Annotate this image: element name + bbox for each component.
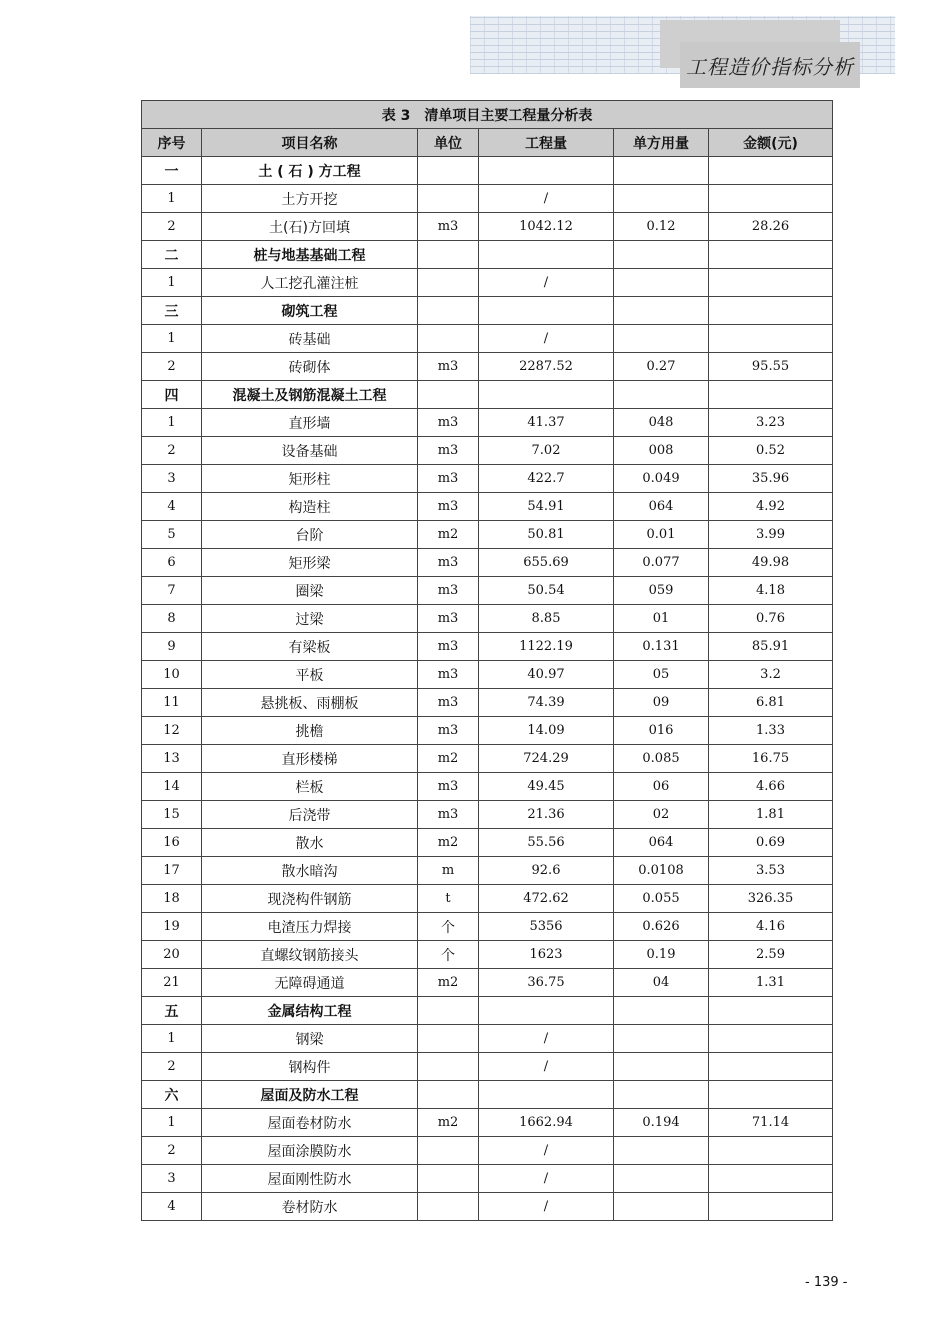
cell-quantity: [479, 157, 614, 185]
cell-amount: 1.81: [709, 801, 833, 829]
cell-no: 2: [142, 1053, 202, 1081]
cell-unit: m3: [418, 493, 479, 521]
section-row: [142, 241, 833, 269]
cell-unit: m3: [418, 773, 479, 801]
cell-no: 10: [142, 661, 202, 689]
cell-no: 2: [142, 1137, 202, 1165]
cell-name: 屋面卷材防水: [202, 1109, 418, 1137]
cell-quantity: 41.37: [479, 409, 614, 437]
cell-unit: [418, 1053, 479, 1081]
table-row: [142, 1109, 833, 1137]
cell-unit: [418, 1137, 479, 1165]
cell-usage: 059: [614, 577, 709, 605]
cell-usage: 0.055: [614, 885, 709, 913]
cell-name: 砖基础: [202, 325, 418, 353]
cell-amount: 71.14: [709, 1109, 833, 1137]
cell-unit: m3: [418, 465, 479, 493]
cell-no: 2: [142, 213, 202, 241]
cell-amount: 3.99: [709, 521, 833, 549]
cell-amount: 0.69: [709, 829, 833, 857]
table-row: [142, 969, 833, 997]
table-row: [142, 549, 833, 577]
cell-name: 有梁板: [202, 633, 418, 661]
table-row: [142, 493, 833, 521]
table-row: [142, 269, 833, 297]
cell-quantity: /: [479, 1165, 614, 1193]
cell-unit: m3: [418, 437, 479, 465]
cell-unit: [418, 185, 479, 213]
cell-unit: m3: [418, 717, 479, 745]
cell-quantity: 92.6: [479, 857, 614, 885]
cell-quantity: 2287.52: [479, 353, 614, 381]
cell-name: 构造柱: [202, 493, 418, 521]
cell-amount: 4.92: [709, 493, 833, 521]
cell-name: 砖砌体: [202, 353, 418, 381]
cell-amount: 49.98: [709, 549, 833, 577]
cell-quantity: 1122.19: [479, 633, 614, 661]
cell-amount: [709, 325, 833, 353]
table-row: [142, 1137, 833, 1165]
cell-unit: m2: [418, 829, 479, 857]
cell-usage: [614, 241, 709, 269]
cell-usage: [614, 297, 709, 325]
table-row: [142, 521, 833, 549]
cell-unit: [418, 325, 479, 353]
cell-name: 人工挖孔灌注桩: [202, 269, 418, 297]
cell-quantity: 8.85: [479, 605, 614, 633]
cell-amount: 16.75: [709, 745, 833, 773]
cell-amount: 35.96: [709, 465, 833, 493]
table-row: [142, 605, 833, 633]
cell-name: 台阶: [202, 521, 418, 549]
cell-no: 11: [142, 689, 202, 717]
cell-name: 钢梁: [202, 1025, 418, 1053]
cell-quantity: 7.02: [479, 437, 614, 465]
cell-no: 一: [142, 157, 202, 185]
cell-name: 悬挑板、雨棚板: [202, 689, 418, 717]
cell-no: 9: [142, 633, 202, 661]
cell-amount: [709, 185, 833, 213]
cell-quantity: 422.7: [479, 465, 614, 493]
cell-quantity: 21.36: [479, 801, 614, 829]
cell-quantity: /: [479, 269, 614, 297]
cell-quantity: [479, 297, 614, 325]
cell-name: 混凝土及钢筋混凝土工程: [202, 381, 418, 409]
cell-usage: 0.131: [614, 633, 709, 661]
cell-unit: m2: [418, 1109, 479, 1137]
cell-quantity: 50.81: [479, 521, 614, 549]
table-row: [142, 801, 833, 829]
cell-unit: m3: [418, 353, 479, 381]
cell-usage: 0.0108: [614, 857, 709, 885]
cell-no: 4: [142, 1193, 202, 1221]
cell-no: 1: [142, 325, 202, 353]
cell-amount: [709, 241, 833, 269]
cell-quantity: 1623: [479, 941, 614, 969]
table-row: [142, 773, 833, 801]
cell-quantity: /: [479, 325, 614, 353]
cell-name: 直螺纹钢筋接头: [202, 941, 418, 969]
cell-name: 栏板: [202, 773, 418, 801]
table-row: [142, 1053, 833, 1081]
table-row: [142, 409, 833, 437]
cell-amount: 0.76: [709, 605, 833, 633]
column-header-quantity: 工程量: [479, 129, 614, 157]
cell-unit: m3: [418, 577, 479, 605]
cell-amount: 95.55: [709, 353, 833, 381]
cell-usage: [614, 325, 709, 353]
column-header-amount: 金额(元): [709, 129, 833, 157]
cell-no: 三: [142, 297, 202, 325]
cell-no: 1: [142, 1109, 202, 1137]
cell-unit: m3: [418, 549, 479, 577]
cell-quantity: 74.39: [479, 689, 614, 717]
cell-quantity: 1662.94: [479, 1109, 614, 1137]
cell-no: 1: [142, 409, 202, 437]
cell-no: 六: [142, 1081, 202, 1109]
cell-unit: m3: [418, 689, 479, 717]
table-row: [142, 465, 833, 493]
cell-unit: [418, 241, 479, 269]
table-header-row: [142, 129, 833, 157]
cell-usage: 0.194: [614, 1109, 709, 1137]
cell-unit: 个: [418, 941, 479, 969]
cell-unit: m3: [418, 409, 479, 437]
cell-usage: [614, 1025, 709, 1053]
cell-unit: m: [418, 857, 479, 885]
cell-no: 5: [142, 521, 202, 549]
cell-unit: t: [418, 885, 479, 913]
cell-usage: 02: [614, 801, 709, 829]
cell-unit: [418, 1193, 479, 1221]
cell-usage: 0.19: [614, 941, 709, 969]
cell-usage: 04: [614, 969, 709, 997]
cell-quantity: 49.45: [479, 773, 614, 801]
table-row: [142, 1193, 833, 1221]
cell-unit: m3: [418, 801, 479, 829]
cell-amount: 326.35: [709, 885, 833, 913]
cell-amount: [709, 1081, 833, 1109]
cell-quantity: 40.97: [479, 661, 614, 689]
cell-unit: [418, 1165, 479, 1193]
cell-no: 21: [142, 969, 202, 997]
cell-amount: 3.23: [709, 409, 833, 437]
cell-amount: 4.66: [709, 773, 833, 801]
cell-no: 2: [142, 353, 202, 381]
cell-usage: 0.12: [614, 213, 709, 241]
cell-name: 散水暗沟: [202, 857, 418, 885]
table-row: [142, 353, 833, 381]
cell-amount: 4.16: [709, 913, 833, 941]
cell-quantity: 1042.12: [479, 213, 614, 241]
cell-unit: [418, 269, 479, 297]
cell-quantity: [479, 241, 614, 269]
cell-name: 直形楼梯: [202, 745, 418, 773]
table-row: [142, 941, 833, 969]
cell-name: 砌筑工程: [202, 297, 418, 325]
cell-no: 18: [142, 885, 202, 913]
cell-unit: [418, 157, 479, 185]
cell-amount: [709, 381, 833, 409]
cell-name: 挑檐: [202, 717, 418, 745]
cell-amount: 6.81: [709, 689, 833, 717]
table-row: [142, 1025, 833, 1053]
cell-unit: m2: [418, 969, 479, 997]
cell-unit: m2: [418, 521, 479, 549]
cell-name: 卷材防水: [202, 1193, 418, 1221]
cell-no: 6: [142, 549, 202, 577]
table-row: [142, 689, 833, 717]
cell-name: 散水: [202, 829, 418, 857]
section-row: [142, 1081, 833, 1109]
cell-no: 8: [142, 605, 202, 633]
page-number: - 139 -: [805, 1275, 848, 1290]
cell-name: 后浇带: [202, 801, 418, 829]
cell-name: 桩与地基基础工程: [202, 241, 418, 269]
cell-usage: 0.01: [614, 521, 709, 549]
table-row: [142, 633, 833, 661]
cell-quantity: 54.91: [479, 493, 614, 521]
cell-usage: 008: [614, 437, 709, 465]
cell-no: 四: [142, 381, 202, 409]
cell-amount: 3.53: [709, 857, 833, 885]
cell-unit: [418, 381, 479, 409]
cell-quantity: /: [479, 1053, 614, 1081]
section-row: [142, 297, 833, 325]
cell-amount: 1.31: [709, 969, 833, 997]
cell-name: 屋面涂膜防水: [202, 1137, 418, 1165]
cell-name: 矩形梁: [202, 549, 418, 577]
cell-usage: [614, 157, 709, 185]
cell-name: 直形墙: [202, 409, 418, 437]
table-row: [142, 577, 833, 605]
cell-no: 19: [142, 913, 202, 941]
cell-name: 过梁: [202, 605, 418, 633]
column-header-unit: 单位: [418, 129, 479, 157]
cell-amount: 3.2: [709, 661, 833, 689]
cell-amount: [709, 1193, 833, 1221]
cell-usage: [614, 1081, 709, 1109]
cell-usage: 09: [614, 689, 709, 717]
quantity-analysis-table: [141, 100, 833, 1221]
cell-quantity: 724.29: [479, 745, 614, 773]
cell-unit: m3: [418, 213, 479, 241]
cell-unit: [418, 1025, 479, 1053]
table-row: [142, 829, 833, 857]
section-row: [142, 997, 833, 1025]
cell-no: 1: [142, 1025, 202, 1053]
cell-quantity: 655.69: [479, 549, 614, 577]
section-row: [142, 381, 833, 409]
cell-amount: 2.59: [709, 941, 833, 969]
cell-name: 土方开挖: [202, 185, 418, 213]
cell-usage: [614, 381, 709, 409]
column-header-usage: 单方用量: [614, 129, 709, 157]
cell-amount: [709, 1053, 833, 1081]
cell-usage: 0.626: [614, 913, 709, 941]
table-row: [142, 857, 833, 885]
cell-no: 20: [142, 941, 202, 969]
cell-unit: [418, 297, 479, 325]
cell-unit: m3: [418, 633, 479, 661]
cell-amount: [709, 1137, 833, 1165]
cell-name: 平板: [202, 661, 418, 689]
cell-name: 金属结构工程: [202, 997, 418, 1025]
table-row: [142, 325, 833, 353]
cell-quantity: 36.75: [479, 969, 614, 997]
cell-name: 屋面刚性防水: [202, 1165, 418, 1193]
cell-usage: 0.085: [614, 745, 709, 773]
cell-quantity: /: [479, 1193, 614, 1221]
cell-quantity: 55.56: [479, 829, 614, 857]
cell-no: 3: [142, 1165, 202, 1193]
cell-quantity: 472.62: [479, 885, 614, 913]
cell-usage: 0.049: [614, 465, 709, 493]
cell-name: 土 ( 石 ) 方工程: [202, 157, 418, 185]
cell-usage: 064: [614, 493, 709, 521]
cell-usage: 0.27: [614, 353, 709, 381]
cell-unit: 个: [418, 913, 479, 941]
table-row: [142, 913, 833, 941]
cell-no: 12: [142, 717, 202, 745]
cell-unit: m3: [418, 661, 479, 689]
cell-no: 17: [142, 857, 202, 885]
cell-usage: 048: [614, 409, 709, 437]
cell-quantity: [479, 381, 614, 409]
cell-no: 1: [142, 269, 202, 297]
table-row: [142, 437, 833, 465]
cell-usage: [614, 1193, 709, 1221]
cell-quantity: /: [479, 185, 614, 213]
cell-amount: [709, 1025, 833, 1053]
cell-name: 现浇构件钢筋: [202, 885, 418, 913]
cell-amount: 0.52: [709, 437, 833, 465]
cell-no: 二: [142, 241, 202, 269]
cell-no: 五: [142, 997, 202, 1025]
table-row: [142, 717, 833, 745]
cell-no: 1: [142, 185, 202, 213]
table-row: [142, 661, 833, 689]
cell-name: 圈梁: [202, 577, 418, 605]
cell-usage: [614, 1165, 709, 1193]
cell-usage: 016: [614, 717, 709, 745]
cell-quantity: /: [479, 1137, 614, 1165]
cell-usage: 064: [614, 829, 709, 857]
table-row: [142, 185, 833, 213]
cell-amount: 28.26: [709, 213, 833, 241]
cell-no: 15: [142, 801, 202, 829]
cell-name: 电渣压力焊接: [202, 913, 418, 941]
cell-unit: m3: [418, 605, 479, 633]
cell-quantity: [479, 1081, 614, 1109]
table-row: [142, 745, 833, 773]
cell-amount: 4.18: [709, 577, 833, 605]
cell-amount: [709, 1165, 833, 1193]
cell-amount: [709, 269, 833, 297]
table-caption: 表 3 清单项目主要工程量分析表: [142, 101, 833, 129]
cell-usage: 0.077: [614, 549, 709, 577]
section-row: [142, 157, 833, 185]
cell-amount: [709, 997, 833, 1025]
cell-name: 屋面及防水工程: [202, 1081, 418, 1109]
cell-no: 3: [142, 465, 202, 493]
cell-quantity: 14.09: [479, 717, 614, 745]
cell-usage: [614, 1137, 709, 1165]
cell-amount: [709, 157, 833, 185]
cell-amount: 85.91: [709, 633, 833, 661]
cell-no: 7: [142, 577, 202, 605]
cell-unit: [418, 997, 479, 1025]
cell-no: 2: [142, 437, 202, 465]
cell-usage: 05: [614, 661, 709, 689]
table-row: [142, 213, 833, 241]
column-header-no: 序号: [142, 129, 202, 157]
cell-name: 无障碍通道: [202, 969, 418, 997]
cell-quantity: 50.54: [479, 577, 614, 605]
cell-name: 矩形柱: [202, 465, 418, 493]
table-row: [142, 1165, 833, 1193]
column-header-name: 项目名称: [202, 129, 418, 157]
cell-no: 4: [142, 493, 202, 521]
cell-amount: 1.33: [709, 717, 833, 745]
cell-no: 16: [142, 829, 202, 857]
cell-quantity: /: [479, 1025, 614, 1053]
cell-quantity: 5356: [479, 913, 614, 941]
cell-usage: [614, 1053, 709, 1081]
cell-no: 14: [142, 773, 202, 801]
cell-usage: 06: [614, 773, 709, 801]
cell-unit: [418, 1081, 479, 1109]
cell-amount: [709, 297, 833, 325]
header-title: 工程造价指标分析: [680, 42, 860, 88]
cell-unit: m2: [418, 745, 479, 773]
cell-usage: 01: [614, 605, 709, 633]
table-row: [142, 885, 833, 913]
cell-name: 土(石)方回填: [202, 213, 418, 241]
cell-name: 设备基础: [202, 437, 418, 465]
cell-no: 13: [142, 745, 202, 773]
cell-name: 钢构件: [202, 1053, 418, 1081]
cell-usage: [614, 997, 709, 1025]
cell-quantity: [479, 997, 614, 1025]
cell-usage: [614, 185, 709, 213]
cell-usage: [614, 269, 709, 297]
